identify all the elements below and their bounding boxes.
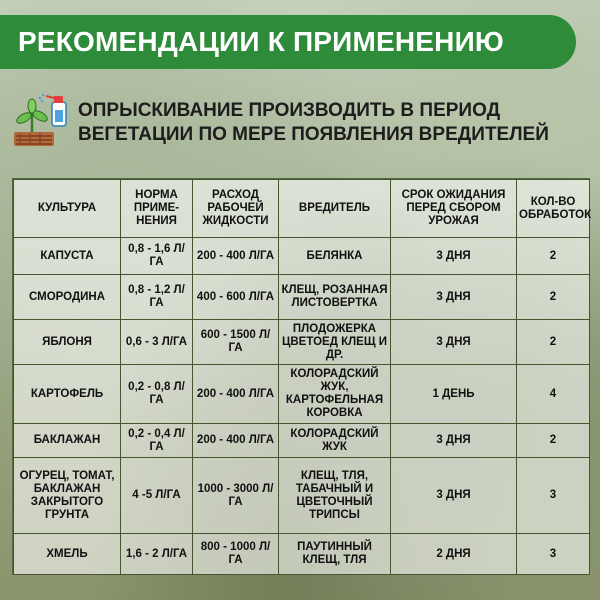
cell-waiting-period: 3 ДНЯ: [391, 424, 517, 458]
cell-treatments-count: 4: [517, 365, 590, 424]
cell-culture: ЯБЛОНЯ: [14, 320, 121, 365]
cell-treatments-count: 2: [517, 275, 590, 320]
cell-culture: КАПУСТА: [14, 238, 121, 275]
cell-liquid-rate: 600 - 1500 Л/ГА: [193, 320, 279, 365]
cell-treatments-count: 2: [517, 320, 590, 365]
cell-liquid-rate: 400 - 600 Л/ГА: [193, 275, 279, 320]
table-row: [14, 365, 590, 424]
cell-culture: ОГУРЕЦ, ТОМАТ, БАКЛАЖАН ЗАКРЫТОГО ГРУНТА: [14, 458, 121, 534]
table-row: [14, 238, 590, 275]
header-culture: КУЛЬТУРА: [14, 180, 121, 238]
cell-norm: 1,6 - 2 Л/ГА: [121, 534, 193, 575]
title-banner: [0, 15, 576, 69]
table-header-row: [14, 180, 590, 238]
cell-culture: ХМЕЛЬ: [14, 534, 121, 575]
header-pest: ВРЕДИТЕЛЬ: [279, 180, 391, 238]
recommendations-table-container: [12, 178, 590, 575]
cell-waiting-period: 2 ДНЯ: [391, 534, 517, 575]
table-row: [14, 320, 590, 365]
table-row: [14, 458, 590, 534]
cell-treatments-count: 2: [517, 424, 590, 458]
cell-waiting-period: 3 ДНЯ: [391, 275, 517, 320]
cell-pest: ПЛОДОЖЕРКА ЦВЕТОЕД КЛЕЩ И ДР.: [279, 320, 391, 365]
page-title: РЕКОМЕНДАЦИИ К ПРИМЕНЕНИЮ: [18, 26, 505, 57]
subheading-line-1: ОПРЫСКИВАНИЕ ПРОИЗВОДИТЬ В ПЕРИОД: [78, 100, 501, 121]
cell-liquid-rate: 1000 - 3000 Л/ГА: [193, 458, 279, 534]
cell-pest: ПАУТИННЫЙ КЛЕЩ, ТЛЯ: [279, 534, 391, 575]
cell-liquid-rate: 200 - 400 Л/ГА: [193, 238, 279, 275]
header-norm: НОРМА ПРИМЕ- НЕНИЯ: [121, 180, 193, 238]
subheading: [10, 92, 590, 154]
cell-norm: 0,2 - 0,8 Л/ГА: [121, 365, 193, 424]
cell-norm: 4 -5 Л/ГА: [121, 458, 193, 534]
header-treatments-count: КОЛ-ВО ОБРАБОТОК: [517, 180, 590, 238]
cell-culture: КАРТОФЕЛЬ: [14, 365, 121, 424]
header-liquid-rate: РАСХОД РАБОЧЕЙ ЖИДКОСТИ: [193, 180, 279, 238]
cell-treatments-count: 3: [517, 534, 590, 575]
cell-pest: КЛЕЩ, РОЗАННАЯ ЛИСТОВЕРТКА: [279, 275, 391, 320]
cell-waiting-period: 3 ДНЯ: [391, 320, 517, 365]
cell-norm: 0,8 - 1,6 Л/ГА: [121, 238, 193, 275]
cell-liquid-rate: 200 - 400 Л/ГА: [193, 365, 279, 424]
header-waiting-period: СРОК ОЖИДАНИЯ ПЕРЕД СБОРОМ УРОЖАЯ: [391, 180, 517, 238]
recommendations-table: [13, 179, 590, 575]
cell-culture: БАКЛАЖАН: [14, 424, 121, 458]
table-row: [14, 534, 590, 575]
subheading-line-2: ВЕГЕТАЦИИ ПО МЕРЕ ПОЯВЛЕНИЯ ВРЕДИТЕЛЕЙ: [78, 124, 549, 145]
cell-liquid-rate: 800 - 1000 Л/ГА: [193, 534, 279, 575]
seedling-spray-icon: [10, 92, 74, 154]
cell-treatments-count: 2: [517, 238, 590, 275]
cell-norm: 0,6 - 3 Л/ГА: [121, 320, 193, 365]
cell-norm: 0,2 - 0,4 Л/ГА: [121, 424, 193, 458]
cell-culture: СМОРОДИНА: [14, 275, 121, 320]
cell-pest: БЕЛЯНКА: [279, 238, 391, 275]
cell-treatments-count: 3: [517, 458, 590, 534]
cell-pest: КОЛОРАДСКИЙ ЖУК: [279, 424, 391, 458]
cell-liquid-rate: 200 - 400 Л/ГА: [193, 424, 279, 458]
table-row: [14, 275, 590, 320]
cell-pest: КОЛОРАДСКИЙ ЖУК, КАРТОФЕЛЬНАЯ КОРОВКА: [279, 365, 391, 424]
cell-waiting-period: 1 ДЕНЬ: [391, 365, 517, 424]
cell-waiting-period: 3 ДНЯ: [391, 238, 517, 275]
table-row: [14, 424, 590, 458]
subheading-text: [78, 99, 549, 147]
cell-norm: 0,8 - 1,2 Л/ГА: [121, 275, 193, 320]
cell-waiting-period: 3 ДНЯ: [391, 458, 517, 534]
cell-pest: КЛЕЩ, ТЛЯ, ТАБАЧНЫЙ И ЦВЕТОЧНЫЙ ТРИПСЫ: [279, 458, 391, 534]
